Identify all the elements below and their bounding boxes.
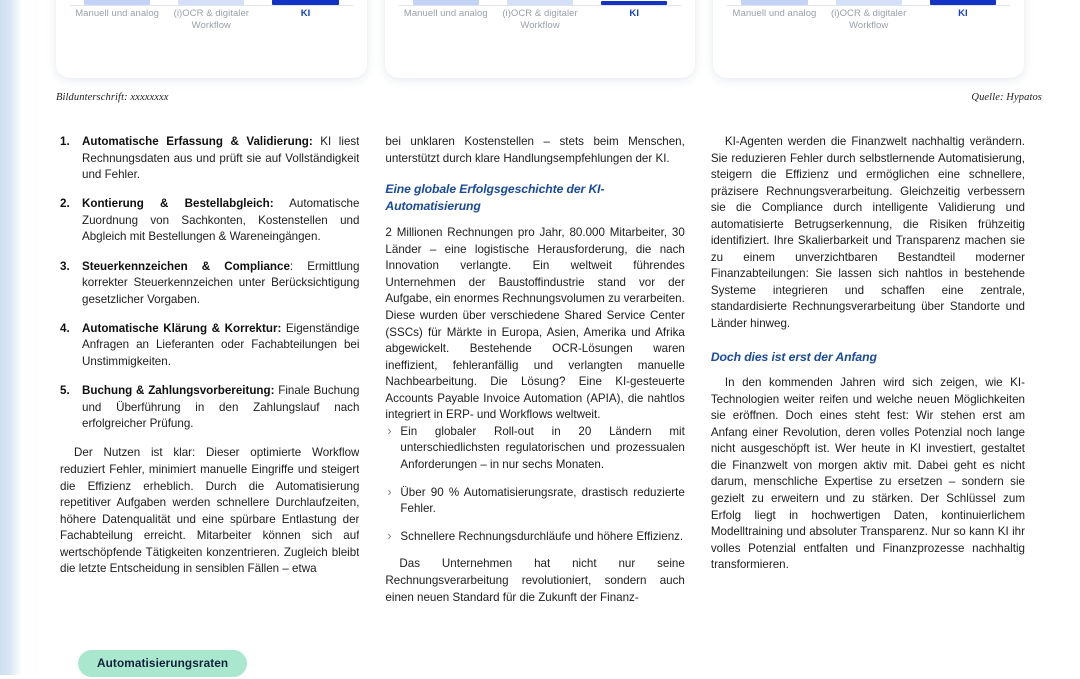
bar-slot — [826, 0, 911, 5]
chart-category-labels-1 — [70, 8, 353, 38]
chart-category-labels-2 — [399, 8, 682, 38]
bar-rect — [741, 0, 807, 5]
category-label: Manuell und analog — [732, 8, 817, 19]
list-item — [60, 196, 359, 246]
automation-rates-badge-wrap — [78, 650, 247, 677]
bar-slot — [263, 0, 348, 5]
section-heading-beginning: Doch dies ist erst der Anfang — [710, 349, 877, 364]
list-item-rest: Finale Buchung und Überführung in den Zahlungslauf nach erfolgreicher Prüfung. — [82, 384, 360, 431]
list-item — [60, 134, 359, 184]
category-label: Manuell und analog — [75, 8, 160, 19]
list-item-lead: Buchung & Zahlungsvorbereitung: — [82, 384, 275, 398]
chart-bars-3 — [727, 0, 1010, 5]
bar-slot — [75, 0, 160, 5]
bar-rect — [601, 1, 667, 5]
category-label: (i)OCR & digitaler Workflow — [831, 8, 907, 31]
category-label: KI — [958, 8, 968, 19]
list-item — [60, 259, 359, 309]
column-1-paragraph: Der Nutzen ist klar: Dieser optimierte Workflow reduziert Fehler, minimiert manuelle Eingriffe und steigert die Effizienz erheblich. Durch die Automatisierung repetitiver Aufgaben werden schnellere Durchlaufzeiten, höhere Datenqualität und eine spürbare Entlastung der Fachabteilung erreicht. Mitarbeiter können sich auf wertschöpfende Tätigkeiten konzentrieren. Zugleich bleibt die letzte Entscheidung in sensiblen Fällen – etwa — [60, 446, 360, 576]
column-2 — [385, 134, 684, 679]
category-label: Manuell und analog — [403, 8, 488, 19]
column-2-paragraph-2: Das Unternehmen hat nicht nur seine Rechnungsverarbeitung revolutioniert, sondern auch einen neuen Standard für die Zukunft der Finanz- — [385, 557, 685, 604]
bar-slot — [403, 0, 488, 5]
column-2-continuation: bei unklaren Kostenstellen – stets beim Menschen, unterstützt durch klare Handlungsempfehlungen der KI. — [385, 135, 685, 165]
column-3-paragraph-2: In den kommenden Jahren wird sich zeigen, wie KI-Technologien weiter reifen und welche neuen Möglichkeiten sie eröffnen. Doch eines steht fest: Wir stehen erst am Anfang einer Revolution, deren volles Potenzial noch lange nicht ausgeschöpft ist. Wer heute in KI investiert, gestaltet die Finanzwelt von morgen aktiv mit. Dabei geht es nicht darum, menschliche Expertise zu ersetzen – sondern sie gezielt zu erweitern und zu stärken. Der Schlüssel zum Erfolg liegt in hochwertigen Daten, kontinuierlichem Modelltraining und absoluter Transparenz. Nur so kann KI ihr volles Potenzial entfalten und Finanzprozesse nachhaltig transformieren. — [710, 376, 1025, 572]
chart-axis-2 — [399, 5, 682, 6]
bar-rect — [507, 0, 573, 5]
list-item-rest: Automatische Zuordnung von Sachkonten, Kostenstellen und Abgleich mit Bestellungen & Wareneingängen. — [82, 197, 360, 244]
chart-card-duration — [385, 0, 696, 78]
chart-bars-1 — [70, 0, 353, 5]
list-item — [60, 321, 359, 371]
chart-plot-3 — [727, 0, 1010, 40]
section-heading-success-story: Eine globale Erfolgsgeschichte der KI-Automatisierung — [385, 182, 605, 213]
results-bullet-list — [385, 424, 684, 546]
category-label: KI — [629, 8, 640, 19]
column-3 — [711, 134, 1025, 679]
list-item-rest: KI liest Rechnungsdaten aus und prüft sie auf Vollständigkeit und Fehler. — [82, 135, 360, 182]
chart-plot-2 — [399, 0, 682, 40]
bar-rect — [930, 0, 996, 5]
list-item-lead: Automatische Klärung & Korrektur: — [82, 321, 282, 335]
list-item-lead: Steuerkennzeichen & Compliance — [82, 259, 290, 273]
figure-caption-row — [56, 92, 1042, 103]
list-item-lead: Kontierung & Bestellabgleich: — [82, 197, 274, 211]
list-item: › Schnellere Rechnungsdurchläufe und höhere Effizienz. — [385, 529, 684, 546]
column-2-paragraph-1: 2 Millionen Rechnungen pro Jahr, 80.000 Mitarbeiter, 30 Länder – eine logistische Herausforderung, die nach Innovation verlangte. Ein weltweit führendes Unternehmen der Baustoffindustrie stand vor der Aufgabe, ein enormes Rechnungsvolumen zu verarbeiten. Diese wurden über verschiedene Shared Service Center (SSCs) für Märkte in Europa, Asien, Amerika und Afrika abgewickelt. Bestehende OCR-Lösungen waren ineffizient, fehleranfällig und verlangten manuelle Nachbearbeitung. Die Lösung? Eine KI-gesteuerte Accounts Payable Invoice Automation (APIA), die nahtlos integriert in ERP- und Workflows weltweit. — [385, 226, 685, 422]
bar-slot — [592, 0, 677, 5]
chart-category-labels-3 — [727, 8, 1010, 38]
chart-bars-2 — [399, 0, 682, 5]
chart-axis-1 — [70, 5, 353, 6]
bar-slot — [169, 0, 254, 5]
column-3-paragraph-1: KI-Agenten werden die Finanzwelt nachhaltig verändern. Sie reduzieren Fehler durch selbstlernende Automatisierung, steigern die Effizienz und ermöglichen eine schnellere, präzisere Rechnungsverarbeitung. Gleichzeitig verbessern sie die Compliance durch intelligente Validierung und automatisierte Betrugserkennung, die Risiken frühzeitig identifiziert. Ihre Skalierbarkeit und Transparenz machen sie zu einem unverzichtbaren Bestandteil moderner Finanzabteilungen: Sie lassen sich nahtlos in bestehende Systeme integrieren und schaffen eine zentrale, standardisierte Rechnungsverarbeitung über Standorte und Länder hinweg. — [710, 135, 1025, 331]
chart-card-errorrate — [713, 0, 1024, 78]
workflow-steps-list — [60, 134, 359, 433]
bar-rect — [84, 0, 150, 5]
bar-rect — [272, 0, 338, 5]
chart-axis-3 — [727, 5, 1010, 6]
bar-rect — [178, 0, 244, 5]
category-label: (i)OCR & digitaler Workflow — [502, 8, 578, 31]
list-item-lead: Automatische Erfassung & Validierung: — [82, 135, 313, 148]
column-1 — [60, 134, 359, 679]
bar-rect — [413, 0, 479, 5]
list-item: › Über 90 % Automatisierungsrate, drastisch reduzierte Fehler. — [385, 485, 684, 518]
chart-card-volume — [56, 0, 367, 78]
list-item — [60, 383, 359, 433]
list-item: › Ein globaler Roll-out in 20 Ländern mit unterschiedlichsten regulatorischen und prozessualen Anforderungen – in nur sechs Monaten. — [385, 424, 684, 474]
list-item-rest: : Ermittlung korrekter Steuerkennzeichen unter Berücksichtigung gesetzlicher Vorgaben. — [82, 259, 360, 306]
article-columns — [60, 134, 1025, 679]
figure-source: Quelle: Hypatos — [971, 92, 1042, 103]
category-label: (i)OCR & digitaler Workflow — [173, 8, 249, 31]
bar-slot — [498, 0, 583, 5]
list-item-rest: Eigenständige Anfragen an Lieferanten oder Fachabteilungen bei Unstimmigkeiten. — [82, 321, 360, 369]
figure-caption: Bildunterschrift: xxxxxxxx — [56, 92, 169, 103]
bar-slot — [920, 0, 1005, 5]
category-label: KI — [300, 8, 311, 19]
bar-slot — [732, 0, 817, 5]
chart-band — [0, 0, 1080, 78]
chart-plot-1 — [70, 0, 353, 40]
status-badge: Automatisierungsraten — [78, 650, 247, 677]
bar-rect — [836, 0, 902, 5]
